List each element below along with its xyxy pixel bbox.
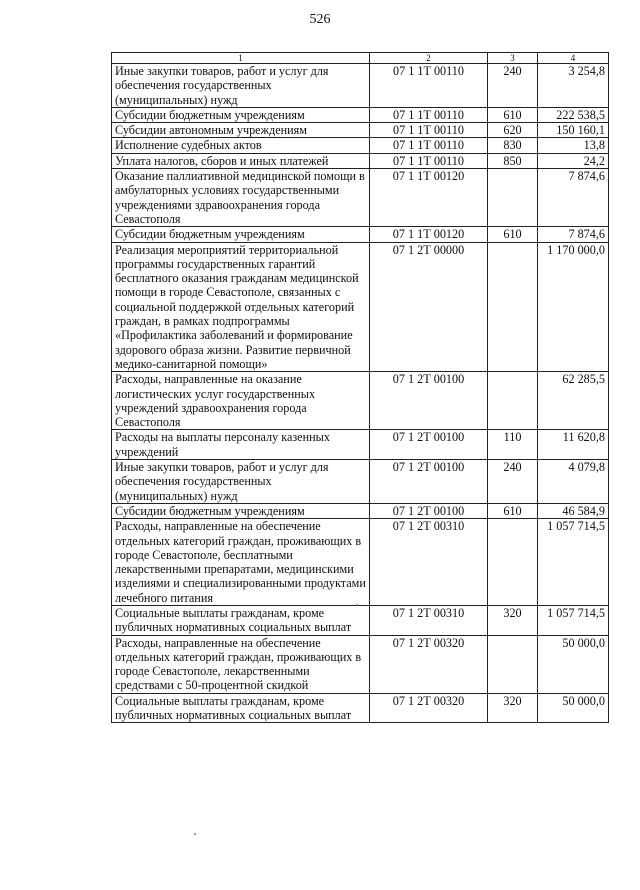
row-type-cell xyxy=(488,635,538,693)
row-name-cell: Расходы, направленные на обеспечение отдельных категорий граждан, проживающих в городе Севастополе, лекарственными средствами с 50-процентной скидкой xyxy=(112,635,370,693)
row-amount-cell: 1 057 714,5 xyxy=(538,605,609,635)
row-amount-cell: 1 057 714,5 xyxy=(538,519,609,606)
row-amount-cell: 24,2 xyxy=(538,153,609,168)
row-amount-cell: 7 874,6 xyxy=(538,169,609,227)
row-code-cell: 07 1 2Т 00310 xyxy=(370,519,488,606)
column-header: 3 xyxy=(488,53,538,64)
row-type-cell: 610 xyxy=(488,227,538,242)
page-number: 526 xyxy=(309,12,331,27)
row-code-cell: 07 1 2Т 00100 xyxy=(370,372,488,430)
table-row xyxy=(112,519,609,606)
row-amount-cell: 7 874,6 xyxy=(538,227,609,242)
row-name-cell: Реализация мероприятий территориальной программы государственных гарантий бесплатного оказания гражданам медицинской помощи в городе Севастополе, связанных с социальной поддержкой отдельных категорий граждан, в рамках подпрограммы «Профилактика заболеваний и формирование здорового образа жизни. Развитие первичной медико-санитарной помощи» xyxy=(112,242,370,372)
row-name-cell: Расходы на выплаты персоналу казенных учреждений xyxy=(112,430,370,460)
row-amount-cell: 50 000,0 xyxy=(538,693,609,723)
table-header-row xyxy=(112,53,609,64)
table-row xyxy=(112,605,609,635)
row-type-cell: 830 xyxy=(488,138,538,153)
column-header: 1 xyxy=(112,53,370,64)
scan-speck xyxy=(356,604,358,606)
row-name-cell: Расходы, направленные на обеспечение отдельных категорий граждан, проживающих в городе Севастополе, бесплатными лекарственными препаратами, медицинскими изделиями и специализированными продуктами лечебного питания xyxy=(112,519,370,606)
row-code-cell: 07 1 2Т 00320 xyxy=(370,635,488,693)
row-type-cell xyxy=(488,242,538,372)
row-code-cell: 07 1 1Т 00110 xyxy=(370,107,488,122)
row-name-cell: Социальные выплаты гражданам, кроме публичных нормативных социальных выплат xyxy=(112,693,370,723)
row-code-cell: 07 1 2Т 00100 xyxy=(370,430,488,460)
row-code-cell: 07 1 2Т 00000 xyxy=(370,242,488,372)
budget-table-body xyxy=(112,53,609,723)
row-name-cell: Расходы, направленные на оказание логистических услуг государственных учреждений здравоохранения города Севастополя xyxy=(112,372,370,430)
scan-speck xyxy=(194,833,196,835)
row-code-cell: 07 1 2Т 00100 xyxy=(370,503,488,518)
row-type-cell: 610 xyxy=(488,503,538,518)
table-row xyxy=(112,242,609,372)
table-row xyxy=(112,693,609,723)
row-amount-cell: 13,8 xyxy=(538,138,609,153)
row-code-cell: 07 1 2Т 00320 xyxy=(370,693,488,723)
row-type-cell: 610 xyxy=(488,107,538,122)
row-name-cell: Иные закупки товаров, работ и услуг для обеспечения государственных (муниципальных) нужд xyxy=(112,64,370,108)
row-amount-cell: 4 079,8 xyxy=(538,460,609,504)
row-name-cell: Субсидии автономным учреждениям xyxy=(112,123,370,138)
table-row xyxy=(112,64,609,108)
table-row xyxy=(112,372,609,430)
table-row xyxy=(112,503,609,518)
row-amount-cell: 62 285,5 xyxy=(538,372,609,430)
row-amount-cell: 222 538,5 xyxy=(538,107,609,122)
column-header: 2 xyxy=(370,53,488,64)
row-code-cell: 07 1 2Т 00310 xyxy=(370,605,488,635)
row-amount-cell: 46 584,9 xyxy=(538,503,609,518)
row-type-cell: 850 xyxy=(488,153,538,168)
row-code-cell: 07 1 1Т 00110 xyxy=(370,153,488,168)
row-name-cell: Субсидии бюджетным учреждениям xyxy=(112,107,370,122)
table-row xyxy=(112,460,609,504)
row-name-cell: Исполнение судебных актов xyxy=(112,138,370,153)
row-type-cell: 240 xyxy=(488,64,538,108)
table-row xyxy=(112,153,609,168)
table-row xyxy=(112,430,609,460)
row-type-cell: 320 xyxy=(488,605,538,635)
row-code-cell: 07 1 1Т 00110 xyxy=(370,64,488,108)
row-amount-cell: 50 000,0 xyxy=(538,635,609,693)
row-name-cell: Субсидии бюджетным учреждениям xyxy=(112,227,370,242)
budget-table xyxy=(111,52,609,723)
row-amount-cell: 3 254,8 xyxy=(538,64,609,108)
row-type-cell: 620 xyxy=(488,123,538,138)
row-code-cell: 07 1 1Т 00110 xyxy=(370,123,488,138)
table-row xyxy=(112,138,609,153)
row-name-cell: Иные закупки товаров, работ и услуг для обеспечения государственных (муниципальных) нужд xyxy=(112,460,370,504)
row-amount-cell: 150 160,1 xyxy=(538,123,609,138)
row-type-cell: 110 xyxy=(488,430,538,460)
row-name-cell: Уплата налогов, сборов и иных платежей xyxy=(112,153,370,168)
row-type-cell: 320 xyxy=(488,693,538,723)
table-row xyxy=(112,107,609,122)
row-name-cell: Оказание паллиативной медицинской помощи в амбулаторных условиях государственными учреждениями здравоохранения города Севастополя xyxy=(112,169,370,227)
table-row xyxy=(112,169,609,227)
row-code-cell: 07 1 1Т 00120 xyxy=(370,227,488,242)
row-amount-cell: 1 170 000,0 xyxy=(538,242,609,372)
row-code-cell: 07 1 1Т 00120 xyxy=(370,169,488,227)
row-type-cell xyxy=(488,169,538,227)
table-row xyxy=(112,123,609,138)
row-code-cell: 07 1 2Т 00100 xyxy=(370,460,488,504)
row-type-cell: 240 xyxy=(488,460,538,504)
table-row xyxy=(112,635,609,693)
row-name-cell: Социальные выплаты гражданам, кроме публичных нормативных социальных выплат xyxy=(112,605,370,635)
column-header: 4 xyxy=(538,53,609,64)
row-type-cell xyxy=(488,372,538,430)
row-amount-cell: 11 620,8 xyxy=(538,430,609,460)
row-code-cell: 07 1 1Т 00110 xyxy=(370,138,488,153)
row-type-cell xyxy=(488,519,538,606)
row-name-cell: Субсидии бюджетным учреждениям xyxy=(112,503,370,518)
table-row xyxy=(112,227,609,242)
